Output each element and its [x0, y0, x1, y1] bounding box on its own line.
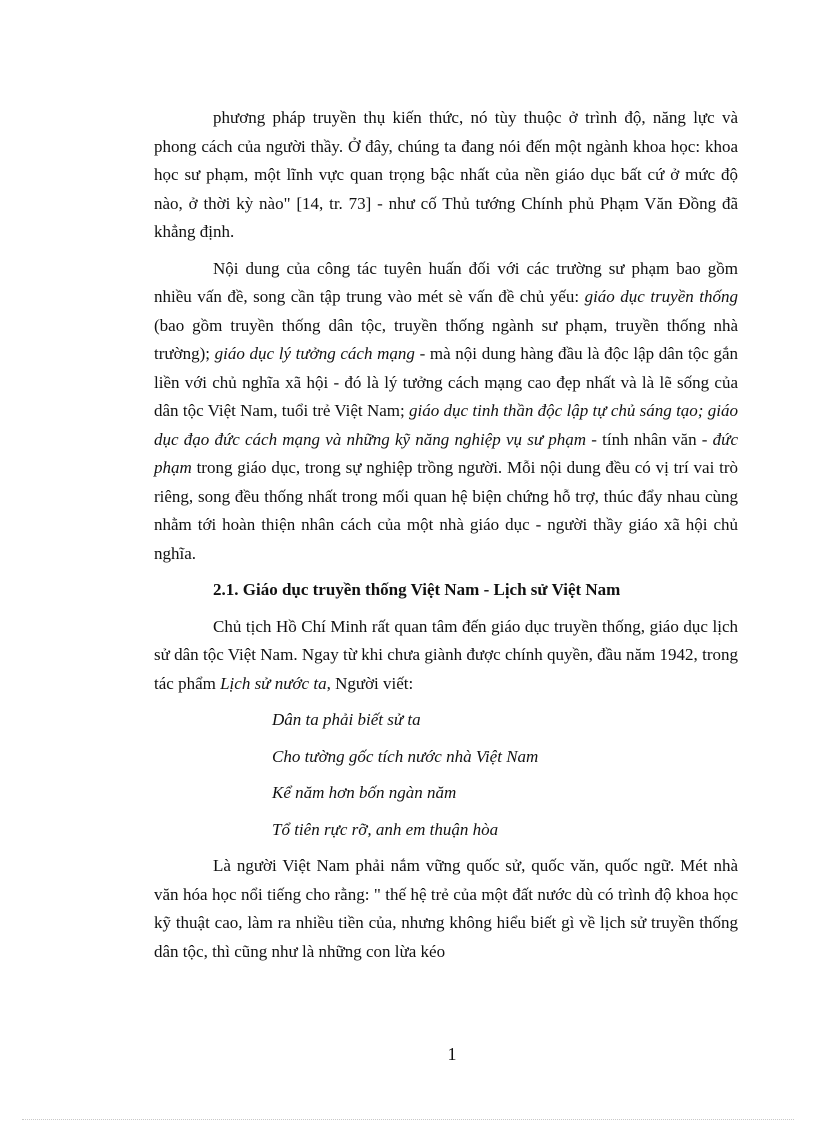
poem-line: Cho tường gốc tích nước nhà Việt Nam: [272, 746, 539, 766]
paragraph-4: Là người Việt Nam phải nắm vững quốc sử, quốc văn, quốc ngữ. Mét nhà văn hóa học nổi tiếng cho rằng: " thế hệ trẻ của một đất nước dù có trình độ khoa học kỹ thuật cao, làm ra nhiều tiền của, nhưng không hiểu biết gì về lịch sử truyền thống dân tộc, thì cũng như là những con lừa kéo: [154, 856, 738, 961]
text-run: trong giáo dục, trong sự nghiệp trồng người. Mỗi nội dung đều có vị trí vai trò riêng, song đều thống nhất trong mối quan hệ biện chứng hỗ trợ, thúc đẩy nhau cùng nhằm tới hoàn thiện nhân cách của một nhà giáo dục - người thầy giáo xã hội chủ nghĩa.: [154, 458, 738, 563]
poem-line: Tổ tiên rực rỡ, anh em thuận hòa: [272, 819, 499, 839]
poem-line: Kể năm hơn bốn ngàn năm: [272, 783, 457, 802]
italic-run: giáo dục tinh thần độc lập tự chủ sáng tạo; giáo dục đạo đức cách mạng và những kỹ năng nghiệp vụ sư phạm: [154, 401, 738, 449]
paragraph-2: [154, 255, 738, 569]
section-heading: 2.1. Giáo dục truyền thống Việt Nam - Lịch sử Việt Nam: [213, 580, 621, 599]
italic-run: Lịch sử nước ta: [220, 673, 327, 693]
text-run: - mà nội dung hàng đầu là độc lập dân tộc gắn liền với chủ nghĩa xã hội - đó là lý tưởng cách mạng cao đẹp nhất và là lẽ sống của dân tộc Việt Nam, tuổi trẻ Việt Nam;: [154, 344, 738, 420]
italic-run: đức phạm: [154, 429, 738, 477]
poem-line: Dân ta phải biết sử ta: [272, 710, 421, 729]
text-run: , Người viết:: [326, 673, 414, 693]
paragraph-3: [154, 613, 738, 699]
body-text: [154, 104, 738, 974]
page-bottom-divider: [22, 1119, 794, 1120]
paragraph-1: phương pháp truyền thụ kiến thức, nó tùy thuộc ở trình độ, năng lực và phong cách của người thầy. Ở đây, chúng ta đang nói đến một ngành khoa học: khoa học sư phạm, một lĩnh vực quan trọng bậc nhất của nền giáo dục bất cứ ở mức độ nào, ở thời kỳ nào" [14, tr. 73] - như cố Thủ tướng Chính phủ Phạm Văn Đồng đã khẳng định.: [154, 108, 738, 241]
page-number: 1: [447, 1044, 457, 1064]
text-run: (bao gồm truyền thống dân tộc, truyền thống ngành sư phạm, truyền thống nhà trường);: [154, 315, 738, 363]
poem: [154, 706, 738, 844]
text-run: Nội dung của công tác tuyên huấn đối với các trường sư phạm bao gồm nhiều vấn đề, song cần tập trung vào mét sè vấn đề chủ yếu:: [154, 258, 738, 306]
italic-run: giáo dục lý tưởng cách mạng: [214, 344, 415, 363]
text-run: - tính nhân văn -: [586, 429, 713, 449]
text-run: Chủ tịch Hồ Chí Minh rất quan tâm đến giáo dục truyền thống, giáo dục lịch sử dân tộc Việt Nam. Ngay từ khi chưa giành được chính quyền, đầu năm 1942, trong tác phẩm: [154, 616, 738, 693]
italic-run: giáo dục truyền thống: [584, 287, 738, 306]
